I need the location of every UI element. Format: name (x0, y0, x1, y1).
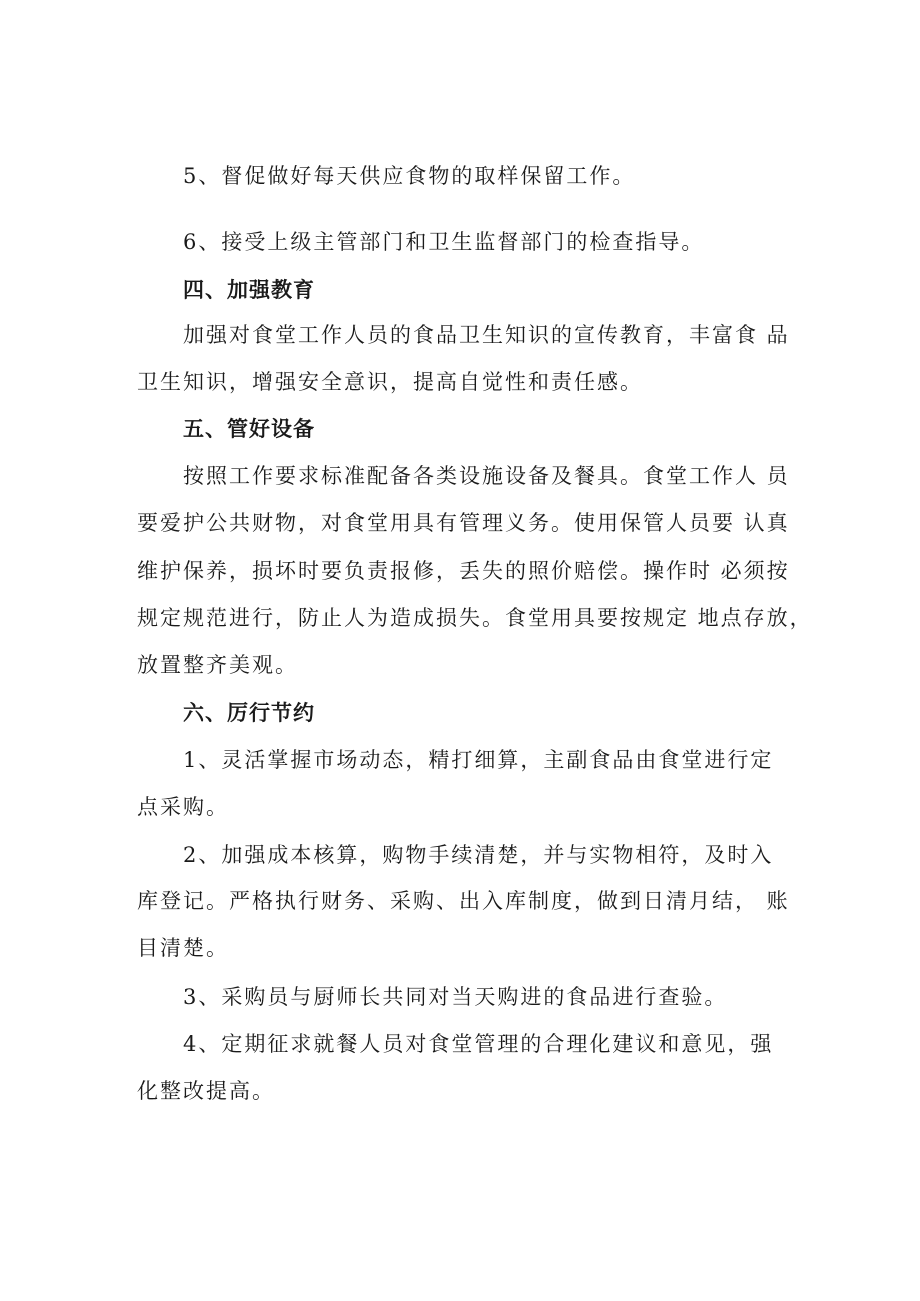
section-heading-5: 五、管好设备 (183, 417, 315, 441)
item-2-text-cont: 库登记。严格执行财务、采购、出入库制度，做到日清月结， 账 (137, 889, 790, 913)
item-1-text: 1、灵活掌握市场动态，精打细算，主副食品由食堂进行定 (183, 748, 774, 772)
paragraph-line: 规定规范进行，防止人为造成损失。食堂用具要按规定 地点存放， (137, 606, 813, 630)
item-4-text: 4、定期征求就餐人员对食堂管理的合理化建议和意见，强 (183, 1032, 774, 1056)
section-heading-6: 六、厉行节约 (183, 701, 315, 725)
paragraph-line: 加强对食堂工作人员的食品卫生知识的宣传教育，丰富食 品 (183, 323, 790, 347)
paragraph-line: 按照工作要求标准配备各类设施设备及餐具。食堂工作人 员 (183, 464, 790, 488)
item-2-text-cont: 目清楚。 (137, 936, 229, 960)
paragraph-line: 卫生知识，增强安全意识，提高自觉性和责任感。 (137, 370, 643, 394)
item-1-text-cont: 点采购。 (137, 795, 229, 819)
item-6-text: 6、接受上级主管部门和卫生监督部门的检查指导。 (183, 230, 705, 254)
item-3-text: 3、采购员与厨师长共同对当天购进的食品进行查验。 (183, 985, 728, 1009)
item-5-text: 5、督促做好每天供应食物的取样保留工作。 (183, 164, 636, 188)
paragraph-line: 维护保养，损坏时要负责报修，丢失的照价赔偿。操作时 必须按 (137, 559, 790, 583)
item-2-text: 2、加强成本核算，购物手续清楚，并与实物相符，及时入 (183, 843, 774, 867)
item-4-text-cont: 化整改提高。 (137, 1079, 275, 1103)
paragraph-line: 放置整齐美观。 (137, 653, 298, 677)
paragraph-line: 要爱护公共财物，对食堂用具有管理义务。使用保管人员要 认真 (137, 511, 790, 535)
section-heading-4: 四、加强教育 (183, 278, 315, 302)
